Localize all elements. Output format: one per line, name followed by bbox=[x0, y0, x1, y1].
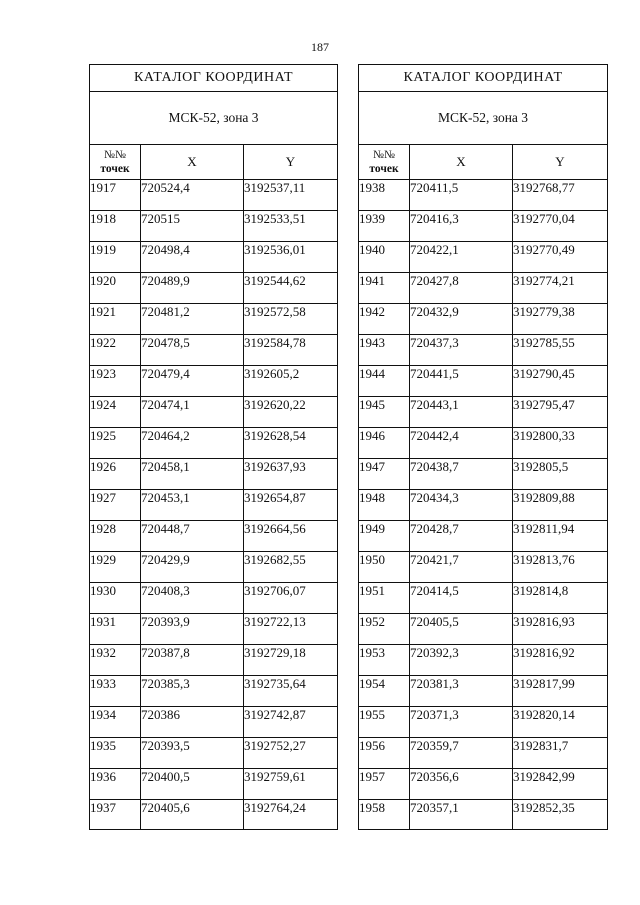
x-coordinate-cell: 720405,5 bbox=[410, 614, 513, 645]
point-number-cell: 1949 bbox=[359, 521, 410, 552]
column-header-y: Y bbox=[244, 145, 338, 180]
column-header-point-line2: точек bbox=[100, 163, 130, 175]
point-number-cell: 1957 bbox=[359, 769, 410, 800]
table-row bbox=[90, 676, 338, 707]
catalog-subtitle: МСК-52, зона 3 bbox=[359, 92, 608, 145]
point-number-cell: 1918 bbox=[90, 211, 141, 242]
page-number: 187 bbox=[311, 40, 329, 54]
y-coordinate-cell: 3192816,92 bbox=[513, 645, 608, 676]
catalog-body bbox=[359, 180, 608, 830]
point-number-cell: 1958 bbox=[359, 800, 410, 830]
table-row bbox=[359, 800, 608, 830]
x-coordinate-cell: 720515 bbox=[141, 211, 244, 242]
table-row bbox=[90, 366, 338, 397]
x-coordinate-cell: 720400,5 bbox=[141, 769, 244, 800]
point-number-cell: 1920 bbox=[90, 273, 141, 304]
column-header-point-line2: точек bbox=[369, 163, 399, 175]
x-coordinate-cell: 720437,3 bbox=[410, 335, 513, 366]
x-coordinate-cell: 720381,3 bbox=[410, 676, 513, 707]
x-coordinate-cell: 720422,1 bbox=[410, 242, 513, 273]
x-coordinate-cell: 720359,7 bbox=[410, 738, 513, 769]
x-coordinate-cell: 720429,9 bbox=[141, 552, 244, 583]
point-number-cell: 1946 bbox=[359, 428, 410, 459]
table-row bbox=[90, 490, 338, 521]
table-row bbox=[359, 490, 608, 521]
y-coordinate-cell: 3192852,35 bbox=[513, 800, 608, 830]
y-coordinate-cell: 3192722,13 bbox=[244, 614, 338, 645]
y-coordinate-cell: 3192742,87 bbox=[244, 707, 338, 738]
x-coordinate-cell: 720441,5 bbox=[410, 366, 513, 397]
y-coordinate-cell: 3192811,94 bbox=[513, 521, 608, 552]
x-coordinate-cell: 720393,9 bbox=[141, 614, 244, 645]
x-coordinate-cell: 720432,9 bbox=[410, 304, 513, 335]
catalog-subtitle: МСК-52, зона 3 bbox=[90, 92, 338, 145]
table-row bbox=[90, 800, 338, 830]
x-coordinate-cell: 720453,1 bbox=[141, 490, 244, 521]
point-number-cell: 1940 bbox=[359, 242, 410, 273]
table-row bbox=[90, 769, 338, 800]
table-row bbox=[359, 273, 608, 304]
point-number-cell: 1941 bbox=[359, 273, 410, 304]
table-row bbox=[90, 397, 338, 428]
x-coordinate-cell: 720387,8 bbox=[141, 645, 244, 676]
point-number-cell: 1923 bbox=[90, 366, 141, 397]
point-number-cell: 1938 bbox=[359, 180, 410, 211]
y-coordinate-cell: 3192817,99 bbox=[513, 676, 608, 707]
table-row bbox=[90, 738, 338, 769]
table-row bbox=[90, 521, 338, 552]
table-row bbox=[359, 769, 608, 800]
y-coordinate-cell: 3192831,7 bbox=[513, 738, 608, 769]
coordinate-catalog-left bbox=[89, 64, 338, 830]
y-coordinate-cell: 3192537,11 bbox=[244, 180, 338, 211]
y-coordinate-cell: 3192637,93 bbox=[244, 459, 338, 490]
table-row bbox=[90, 459, 338, 490]
point-number-cell: 1948 bbox=[359, 490, 410, 521]
x-coordinate-cell: 720405,6 bbox=[141, 800, 244, 830]
x-coordinate-cell: 720464,2 bbox=[141, 428, 244, 459]
table-row bbox=[90, 273, 338, 304]
point-number-cell: 1947 bbox=[359, 459, 410, 490]
coordinate-catalog-right bbox=[358, 64, 608, 830]
x-coordinate-cell: 720524,4 bbox=[141, 180, 244, 211]
point-number-cell: 1936 bbox=[90, 769, 141, 800]
table-row bbox=[359, 366, 608, 397]
table-row bbox=[359, 676, 608, 707]
y-coordinate-cell: 3192572,58 bbox=[244, 304, 338, 335]
y-coordinate-cell: 3192770,49 bbox=[513, 242, 608, 273]
table-row bbox=[90, 552, 338, 583]
point-number-cell: 1954 bbox=[359, 676, 410, 707]
x-coordinate-cell: 720448,7 bbox=[141, 521, 244, 552]
x-coordinate-cell: 720427,8 bbox=[410, 273, 513, 304]
point-number-cell: 1950 bbox=[359, 552, 410, 583]
y-coordinate-cell: 3192682,55 bbox=[244, 552, 338, 583]
table-row bbox=[359, 242, 608, 273]
point-number-cell: 1933 bbox=[90, 676, 141, 707]
y-coordinate-cell: 3192536,01 bbox=[244, 242, 338, 273]
point-number-cell: 1955 bbox=[359, 707, 410, 738]
table-row bbox=[90, 242, 338, 273]
x-coordinate-cell: 720498,4 bbox=[141, 242, 244, 273]
y-coordinate-cell: 3192533,51 bbox=[244, 211, 338, 242]
y-coordinate-cell: 3192790,45 bbox=[513, 366, 608, 397]
catalog-title: КАТАЛОГ КООРДИНАТ bbox=[90, 65, 338, 92]
point-number-cell: 1945 bbox=[359, 397, 410, 428]
point-number-cell: 1943 bbox=[359, 335, 410, 366]
y-coordinate-cell: 3192706,07 bbox=[244, 583, 338, 614]
table-row bbox=[90, 335, 338, 366]
table-row bbox=[359, 738, 608, 769]
table-row bbox=[359, 521, 608, 552]
column-header-point bbox=[359, 145, 410, 180]
y-coordinate-cell: 3192813,76 bbox=[513, 552, 608, 583]
point-number-cell: 1939 bbox=[359, 211, 410, 242]
x-coordinate-cell: 720458,1 bbox=[141, 459, 244, 490]
catalog-title: КАТАЛОГ КООРДИНАТ bbox=[359, 65, 608, 92]
x-coordinate-cell: 720386 bbox=[141, 707, 244, 738]
table-row bbox=[359, 397, 608, 428]
y-coordinate-cell: 3192774,21 bbox=[513, 273, 608, 304]
table-row bbox=[90, 211, 338, 242]
x-coordinate-cell: 720438,7 bbox=[410, 459, 513, 490]
y-coordinate-cell: 3192584,78 bbox=[244, 335, 338, 366]
y-coordinate-cell: 3192729,18 bbox=[244, 645, 338, 676]
x-coordinate-cell: 720357,1 bbox=[410, 800, 513, 830]
table-row bbox=[359, 304, 608, 335]
x-coordinate-cell: 720481,2 bbox=[141, 304, 244, 335]
x-coordinate-cell: 720392,3 bbox=[410, 645, 513, 676]
y-coordinate-cell: 3192664,56 bbox=[244, 521, 338, 552]
catalog-body bbox=[90, 180, 338, 830]
x-coordinate-cell: 720421,7 bbox=[410, 552, 513, 583]
x-coordinate-cell: 720428,7 bbox=[410, 521, 513, 552]
y-coordinate-cell: 3192842,99 bbox=[513, 769, 608, 800]
table-row bbox=[359, 614, 608, 645]
point-number-cell: 1934 bbox=[90, 707, 141, 738]
point-number-cell: 1921 bbox=[90, 304, 141, 335]
point-number-cell: 1928 bbox=[90, 521, 141, 552]
point-number-cell: 1937 bbox=[90, 800, 141, 830]
table-row bbox=[90, 614, 338, 645]
x-coordinate-cell: 720416,3 bbox=[410, 211, 513, 242]
y-coordinate-cell: 3192654,87 bbox=[244, 490, 338, 521]
y-coordinate-cell: 3192620,22 bbox=[244, 397, 338, 428]
x-coordinate-cell: 720408,3 bbox=[141, 583, 244, 614]
point-number-cell: 1917 bbox=[90, 180, 141, 211]
point-number-cell: 1956 bbox=[359, 738, 410, 769]
y-coordinate-cell: 3192759,61 bbox=[244, 769, 338, 800]
y-coordinate-cell: 3192820,14 bbox=[513, 707, 608, 738]
y-coordinate-cell: 3192735,64 bbox=[244, 676, 338, 707]
point-number-cell: 1919 bbox=[90, 242, 141, 273]
y-coordinate-cell: 3192779,38 bbox=[513, 304, 608, 335]
x-coordinate-cell: 720434,3 bbox=[410, 490, 513, 521]
point-number-cell: 1932 bbox=[90, 645, 141, 676]
table-row bbox=[359, 459, 608, 490]
y-coordinate-cell: 3192752,27 bbox=[244, 738, 338, 769]
y-coordinate-cell: 3192816,93 bbox=[513, 614, 608, 645]
y-coordinate-cell: 3192814,8 bbox=[513, 583, 608, 614]
point-number-cell: 1930 bbox=[90, 583, 141, 614]
table-row bbox=[90, 645, 338, 676]
point-number-cell: 1951 bbox=[359, 583, 410, 614]
point-number-cell: 1953 bbox=[359, 645, 410, 676]
table-row bbox=[90, 180, 338, 211]
point-number-cell: 1927 bbox=[90, 490, 141, 521]
x-coordinate-cell: 720393,5 bbox=[141, 738, 244, 769]
table-row bbox=[359, 428, 608, 459]
x-coordinate-cell: 720479,4 bbox=[141, 366, 244, 397]
table-row bbox=[90, 428, 338, 459]
point-number-cell: 1944 bbox=[359, 366, 410, 397]
x-coordinate-cell: 720489,9 bbox=[141, 273, 244, 304]
x-coordinate-cell: 720474,1 bbox=[141, 397, 244, 428]
y-coordinate-cell: 3192785,55 bbox=[513, 335, 608, 366]
point-number-cell: 1924 bbox=[90, 397, 141, 428]
point-number-cell: 1925 bbox=[90, 428, 141, 459]
table-row bbox=[359, 335, 608, 366]
point-number-cell: 1942 bbox=[359, 304, 410, 335]
column-header-x: X bbox=[410, 145, 513, 180]
table-row bbox=[359, 583, 608, 614]
column-header-y: Y bbox=[513, 145, 608, 180]
point-number-cell: 1926 bbox=[90, 459, 141, 490]
y-coordinate-cell: 3192764,24 bbox=[244, 800, 338, 830]
x-coordinate-cell: 720478,5 bbox=[141, 335, 244, 366]
column-header-point bbox=[90, 145, 141, 180]
point-number-cell: 1935 bbox=[90, 738, 141, 769]
x-coordinate-cell: 720356,6 bbox=[410, 769, 513, 800]
x-coordinate-cell: 720414,5 bbox=[410, 583, 513, 614]
x-coordinate-cell: 720385,3 bbox=[141, 676, 244, 707]
point-number-cell: 1929 bbox=[90, 552, 141, 583]
x-coordinate-cell: 720411,5 bbox=[410, 180, 513, 211]
y-coordinate-cell: 3192809,88 bbox=[513, 490, 608, 521]
column-header-point-line1: №№ bbox=[373, 149, 395, 161]
y-coordinate-cell: 3192768,77 bbox=[513, 180, 608, 211]
x-coordinate-cell: 720371,3 bbox=[410, 707, 513, 738]
column-header-point-line1: №№ bbox=[104, 149, 126, 161]
y-coordinate-cell: 3192800,33 bbox=[513, 428, 608, 459]
table-row bbox=[359, 180, 608, 211]
y-coordinate-cell: 3192628,54 bbox=[244, 428, 338, 459]
table-row bbox=[359, 211, 608, 242]
column-header-x: X bbox=[141, 145, 244, 180]
table-row bbox=[359, 707, 608, 738]
point-number-cell: 1952 bbox=[359, 614, 410, 645]
table-row bbox=[90, 707, 338, 738]
table-row bbox=[359, 645, 608, 676]
y-coordinate-cell: 3192795,47 bbox=[513, 397, 608, 428]
table-row bbox=[90, 304, 338, 335]
table-row bbox=[359, 552, 608, 583]
y-coordinate-cell: 3192544,62 bbox=[244, 273, 338, 304]
y-coordinate-cell: 3192805,5 bbox=[513, 459, 608, 490]
table-row bbox=[90, 583, 338, 614]
y-coordinate-cell: 3192605,2 bbox=[244, 366, 338, 397]
x-coordinate-cell: 720443,1 bbox=[410, 397, 513, 428]
point-number-cell: 1922 bbox=[90, 335, 141, 366]
point-number-cell: 1931 bbox=[90, 614, 141, 645]
y-coordinate-cell: 3192770,04 bbox=[513, 211, 608, 242]
x-coordinate-cell: 720442,4 bbox=[410, 428, 513, 459]
